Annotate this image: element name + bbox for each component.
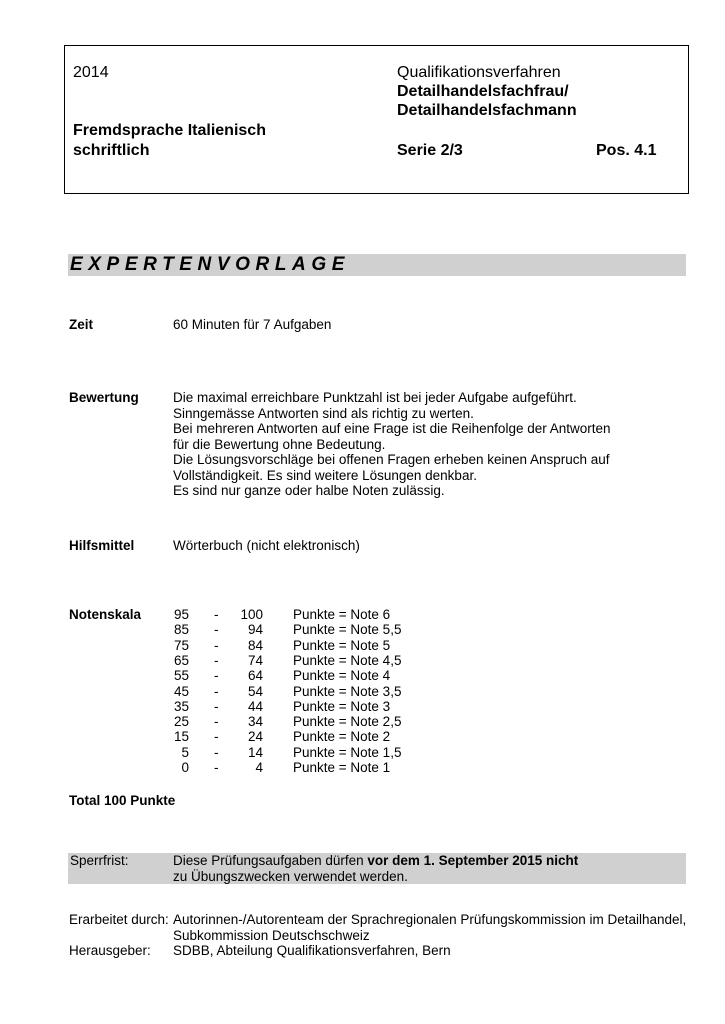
total-points: Total 100 Punkte [69, 793, 176, 808]
zeit-value: 60 Minuten für 7 Aufgaben [173, 317, 332, 332]
bewertung-label: Bewertung [69, 390, 139, 405]
grade-note: Punkte = Note 1,5 [293, 744, 402, 760]
grade-note: Punkte = Note 1 [293, 760, 391, 775]
grade-dash: - [214, 637, 219, 653]
grade-to: 84 [247, 637, 263, 653]
header-profession-line2: Detailhandelsfachmann [397, 102, 577, 119]
grade-to: 64 [247, 668, 263, 684]
grade-note: Punkte = Note 2,5 [293, 714, 402, 730]
grade-dash: - [214, 714, 219, 730]
grade-from: 0 [181, 760, 189, 775]
bewertung-line: Vollständigkeit. Es sind weitere Lösungen denkbar. [173, 467, 477, 483]
hilfsmittel-label: Hilfsmittel [69, 538, 135, 553]
herausgeber-value: SDBB, Abteilung Qualifikationsverfahren, Bern [173, 943, 451, 958]
grade-from: 95 [173, 607, 189, 622]
grade-note: Punkte = Note 5,5 [293, 622, 402, 638]
grade-dash: - [214, 607, 219, 622]
sperrfrist-label: Sperrfrist: [70, 853, 129, 868]
sperrfrist-bar [68, 853, 686, 884]
title-bar [68, 254, 686, 276]
header-subject-line2: schriftlich [73, 142, 150, 159]
grade-note: Punkte = Note 3 [293, 698, 391, 714]
grade-dash: - [214, 760, 219, 775]
grade-note: Punkte = Note 3,5 [293, 683, 402, 699]
header-series: Serie 2/3 [397, 142, 463, 159]
bewertung-line: für die Bewertung ohne Bedeutung. [173, 436, 386, 452]
grade-from: 45 [173, 683, 189, 699]
grade-dash: - [214, 744, 219, 760]
grade-from: 25 [173, 714, 189, 730]
grade-to: 54 [247, 683, 263, 699]
grade-note: Punkte = Note 4,5 [293, 652, 402, 668]
herausgeber-label: Herausgeber: [69, 943, 151, 958]
grade-note: Punkte = Note 6 [293, 607, 391, 622]
header-subject-line1: Fremdsprache Italienisch [73, 122, 266, 139]
grade-from: 15 [173, 729, 189, 745]
grade-note: Punkte = Note 4 [293, 668, 391, 684]
grade-dash: - [214, 668, 219, 684]
bewertung-line: Bei mehreren Antworten auf eine Frage ist die Reihenfolge der Antworten [173, 421, 611, 436]
erarbeitet-label: Erarbeitet durch: [69, 912, 169, 927]
grade-dash: - [214, 652, 219, 668]
grade-note: Punkte = Note 2 [293, 729, 391, 745]
grade-dash: - [214, 698, 219, 714]
grade-from: 75 [173, 637, 189, 653]
grade-to: 100 [240, 607, 263, 622]
page-title: EXPERTENVORLAGE [70, 254, 351, 275]
grade-table [0, 607, 725, 777]
sperrfrist-line1 [173, 853, 578, 869]
erarbeitet-line2: Subkommission Deutschschweiz [173, 927, 370, 943]
bewertung-line: Die Lösungsvorschläge bei offenen Fragen erheben keinen Anspruch auf [173, 452, 610, 467]
grade-from: 35 [173, 698, 189, 714]
notenskala-label: Notenskala [69, 607, 142, 622]
header-year: 2014 [73, 64, 109, 81]
bewertung-text [173, 390, 611, 499]
grade-to: 94 [247, 622, 263, 638]
grade-to: 14 [247, 744, 263, 760]
grade-from: 85 [173, 622, 189, 638]
grade-from: 65 [173, 652, 189, 668]
sperrfrist-text [173, 853, 578, 884]
zeit-label: Zeit [69, 317, 94, 332]
erarbeitet-text [173, 912, 686, 943]
grade-to: 44 [247, 698, 263, 714]
grade-to: 74 [247, 652, 263, 668]
header-procedure: Qualifikationsverfahren [397, 64, 561, 81]
bewertung-line: Es sind nur ganze oder halbe Noten zulässig. [173, 483, 445, 498]
sperrfrist-line1-bold: vor dem 1. September 2015 nicht [367, 853, 579, 868]
grade-to: 24 [247, 729, 263, 745]
header-position: Pos. 4.1 [596, 142, 657, 159]
header-profession-line1: Detailhandelsfachfrau/ [397, 83, 569, 100]
erarbeitet-line1: Autorinnen-/Autorenteam der Sprachregionalen Prüfungskommission im Detailhandel, [173, 912, 687, 927]
grade-note: Punkte = Note 5 [293, 637, 391, 653]
sperrfrist-line1-normal: Diese Prüfungsaufgaben dürfen [173, 853, 368, 868]
hilfsmittel-value: Wörterbuch (nicht elektronisch) [173, 538, 360, 553]
grade-to: 4 [255, 760, 263, 775]
sperrfrist-line2: zu Übungszwecken verwendet werden. [173, 868, 408, 884]
bewertung-line: Die maximal erreichbare Punktzahl ist bei jeder Aufgabe aufgeführt. [173, 390, 577, 405]
bewertung-line: Sinngemässe Antworten sind als richtig zu werten. [173, 405, 474, 421]
grade-dash: - [214, 729, 219, 745]
grade-to: 34 [247, 714, 263, 730]
grade-dash: - [214, 683, 219, 699]
grade-from: 5 [181, 744, 189, 760]
grade-dash: - [214, 622, 219, 638]
header-box [64, 45, 689, 194]
grade-from: 55 [173, 668, 189, 684]
